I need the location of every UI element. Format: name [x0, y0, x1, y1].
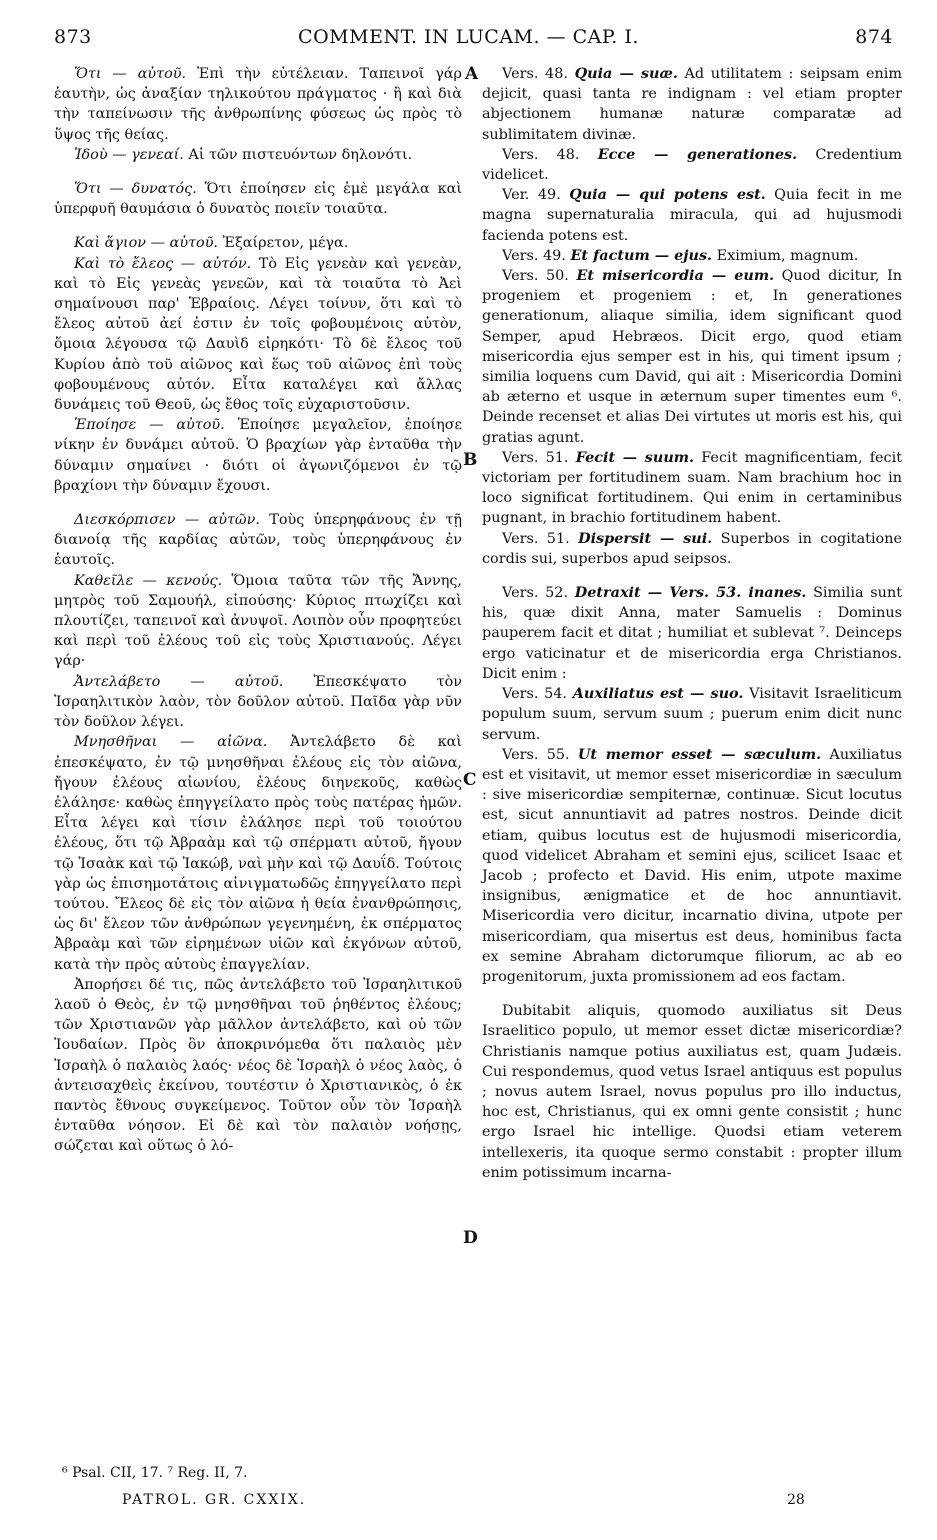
greek-paragraph — [54, 415, 462, 496]
latin-paragraph — [482, 684, 902, 745]
greek-lemma: Ἐποίησε — αὐτοῦ. — [74, 417, 225, 434]
verse-ref: Vers. 50. — [502, 268, 569, 285]
greek-lemma: Διεσκόρπισεν — αὐτῶν. — [74, 512, 260, 529]
latin-text: Eximium, magnum. — [716, 247, 859, 264]
greek-text: Ἐξαίρετον, μέγα. — [222, 235, 349, 252]
running-title: COMMENT. IN LUCAM. — CAP. I. — [298, 26, 639, 48]
latin-lemma: Ecce — generationes. — [597, 145, 798, 163]
latin-paragraph — [482, 1001, 902, 1183]
latin-text: Auxiliatus est et visitavit, ut memor esset misericordiæ in sæculum : sive misericordiæ sempiternæ, continuæ. Sicut locutus est, sicut annuntiavit ad patres nostros. Deinde dicit etiam, quibus locutus est de hujusmodi misericordia, quod videlicet Abraham et semini ejus, scilicet Isaac et Jacob ; profecto et David. His enim, utpote maxime insignibus, ænigmatice et de hoc annuntiavit. Misericordia vero dicitur, incarnatio divina, utpote per misericordiam, qua misertus est deus, hominibus facta ex semine Abraham dictorumque filiorum, ac ab eo progenitorum, juxta promissionem ad eos factam. — [482, 746, 903, 985]
column-marker-b: B — [463, 450, 478, 470]
greek-paragraph — [54, 145, 462, 165]
greek-paragraph — [54, 975, 462, 1157]
verse-ref: Ver. 49. — [502, 187, 561, 204]
latin-paragraph — [482, 266, 902, 448]
latin-paragraph — [482, 185, 902, 246]
latin-paragraph — [482, 529, 902, 569]
latin-text: Quia fecit in me magna supernaturalia miracula, qui ad hujusmodi facienda potens est. — [482, 187, 902, 244]
verse-ref: Vers. 55. — [502, 746, 570, 763]
latin-lemma: Fecit — suum. — [575, 448, 695, 466]
latin-lemma: Detraxit — Vers. 53. inanes. — [574, 584, 807, 602]
right-page-number: 874 — [855, 26, 893, 48]
footnotes: ⁶ Psal. CII, 17. ⁷ Reg. II, 7. — [62, 1465, 248, 1481]
latin-lemma: Et misericordia — eum. — [576, 267, 775, 285]
greek-paragraph — [54, 179, 462, 219]
verse-ref: Vers. 51. — [502, 530, 570, 547]
greek-text: Τοὺς ὑπερηφάνους ἐν τῇ διανοίᾳ τῆς καρδίας αὐτῶν, τοὺς ὑπερηφάνους ἐν ἑαυτοῖς. — [54, 512, 463, 569]
greek-text: Ἀπορήσει δέ τις, πῶς ἀντελάβετο τοῦ Ἰσραηλιτικοῦ λαοῦ ὁ Θεὸς, ἐν τῷ μνησθῆναι τοῦ ῥηθέντος ἐλέους; τῶν Χριστιανῶν γὰρ μᾶλλον ἀντελάβετο, καὶ οὐ τῶν Ἰουδαίων. Πρὸς ὃν ἀποκρινόμεθα ὅτι παλαιὸς μὲν Ἰσραὴλ ὁ παλαιὸς λαός· νέος δὲ Ἰσραὴλ ὁ νέος λαὸς, ὁ ἀντεισαχθεὶς ἐκείνου, τουτέστιν ὁ Χριστιανικὸς, ὁ ἐκ παντὸς ἔθνους συγκείμενος. Τοῦτον οὖν τὸν Ἰσραὴλ ἐνταῦθα νόησον. Εἰ δὲ καὶ τὸν παλαιὸν νοήσῃς, σώζεται καὶ οὕτως ὁ λό- — [54, 976, 462, 1155]
greek-paragraph — [54, 254, 462, 416]
greek-column — [54, 64, 462, 1157]
verse-ref: Vers. 51. — [502, 449, 569, 466]
greek-lemma: Ὅτι — αὐτοῦ. — [74, 66, 187, 82]
greek-text: Ἐποίησε μεγαλεῖον, ἐποίησε νίκην ἐν δυνάμει αὐτοῦ. Ὁ βραχίων γὰρ ἐνταῦθα τὴν δύναμιν σημαίνει · διότι οἱ ἀγωνιζόμενοι ἐν τῷ βραχίονι τὴν δύναμιν ἔχουσι. — [54, 417, 463, 494]
verse-ref: Vers. 48. — [502, 66, 568, 82]
latin-lemma: Quia — qui potens est. — [569, 186, 766, 204]
sheet-number: 28 — [787, 1492, 805, 1508]
greek-paragraph — [54, 672, 462, 733]
latin-paragraph — [482, 246, 902, 266]
greek-lemma: Ἀντελάβετο — αὐτοῦ. — [74, 673, 284, 690]
latin-text: Dubitabit aliquis, quomodo auxiliatus sit Deus Israelitico populo, ut memor esset dictæ misericordiæ? Christianis namque potius auxiliatus est, quam Judæis. Cui respondemus, quod vetus Israel antiquus est populus ; novus autem Israel, novus populus pro illo inductus, hoc est, Christianus, qui ex omni gente consistit ; hunc ergo Israel hic intellige. Quodsi etiam veterem intellexeris, ita quoque sermo constabit : propter illum enim potissimum incarna- — [482, 1003, 902, 1181]
column-marker-a: A — [465, 64, 479, 84]
latin-paragraph — [482, 448, 902, 529]
greek-lemma: Μνησθῆναι — αἰῶνα. — [74, 734, 268, 751]
signature-line: PATROL. GR. CXXIX. — [122, 1492, 307, 1508]
greek-lemma: Καθεῖλε — κενούς. — [74, 572, 223, 589]
greek-text: Ἐπεσκέψατο τὸν Ἰσραηλιτικὸν λαὸν, τὸν δοῦλον αὐτοῦ. Παῖδα γὰρ νῦν τὸν δοῦλον λέγει. — [54, 673, 462, 731]
greek-paragraph — [54, 510, 462, 571]
latin-column — [482, 64, 902, 1183]
greek-text: Ὅτι ἐποίησεν εἰς ἐμὲ μεγάλα καὶ ὑπερφυῆ θαυμάσια ὁ δυνατὸς ποιεῖν τοιαῦτα. — [54, 181, 462, 218]
greek-text: Αἱ τῶν πιστευόντων δηλονότι. — [188, 146, 413, 163]
greek-text: Ἀντελάβετο δὲ καὶ ἐπεσκέψατο, ἐν τῷ μνησθῆναι ἐλέους εἰς τὸν αἰῶνα, ἤγουν ἐλέους αἰωνίου, ἐλέους διηνεκοῦς, καθὼς ἐλάλησε· καθὼς ἐπηγγείλατο πρὸς τοὺς πατέρας ἡμῶν. Εἶτα λέγει καὶ τίσιν ἐλάλησε περὶ τοῦ τοιούτου ἐλέους, ὅτι τῷ Ἀβραὰμ καὶ τῷ σπέρματι αὐτοῦ, ἤγουν τῷ Ἰσαὰκ καὶ τῷ Ἰακώβ, ναὶ μὴν καὶ τῷ Δαυΐδ. Τούτοις γὰρ ὡς ἐπισημοτάτοις αἰνιγματωδῶς ἐπηγγείλατο περὶ τούτου. Ἔλεος δὲ εἰς τὸν αἰῶνα ἡ θεία ἐνανθρώπησις, ὡς δι' ἔλεον τῶν ἀνθρώπων γεγενημένη, ἐκ σπέρματος Ἀβραὰμ καὶ τῶν εἰρημένων υἱῶν καὶ ἐκγόνων αὐτοῦ, κατὰ τὴν πρὸς αὐτοὺς ἐπαγγελίαν. — [54, 734, 463, 973]
latin-lemma: Quia — suæ. — [574, 65, 678, 82]
greek-lemma: Ὅτι — δυνατός. — [74, 181, 197, 198]
verse-ref: Vers. 52. — [502, 585, 569, 602]
latin-paragraph — [482, 583, 902, 684]
latin-text: Credentium videlicet. — [482, 146, 903, 184]
latin-text: Fecit magnificentiam, fecit victoriam per fortitudinem suam. Nam brachium hoc in loco significat fortitudinem. Qui enim in certaminibus pugnant, in brachio fortitudinem habent. — [482, 449, 902, 527]
verse-ref: Vers. 54. — [502, 686, 567, 703]
latin-paragraph — [482, 745, 902, 987]
greek-paragraph — [54, 732, 462, 974]
latin-text: Similia sunt his, quæ dixit Anna, mater Samuelis : Dominus pauperem facit et ditat ; humiliat et sublevat ⁷. Deinceps ergo vaticinatur et de misericordia erga Christianos. Dicit enim : — [482, 585, 902, 682]
greek-text: Ἐπὶ τὴν εὐτέλειαν. Ταπεινοῖ γάρ ἑαυτὴν, ὡς ἀναξίαν τηλικούτου πράγματος · ἢ καὶ διὰ τὴν ταπείνωσιν τῆς ἀνθρωπίνης φύσεως ὡς πρὸς τὸ ὕψος τῆς θείας. — [54, 66, 463, 143]
column-marker-c: C — [463, 770, 477, 790]
verse-ref: Vers. 49. — [502, 247, 566, 264]
greek-paragraph — [54, 64, 462, 145]
latin-paragraph — [482, 64, 902, 145]
latin-lemma: Et factum — ejus. — [570, 246, 713, 264]
greek-paragraph — [54, 571, 462, 672]
greek-lemma: Ἰδοὺ — γενεαί. — [74, 146, 184, 163]
greek-lemma: Καὶ ἅγιον — αὐτοῦ. — [74, 235, 219, 252]
latin-paragraph — [482, 145, 902, 185]
latin-text: Quod dicitur, In progeniem et progeniem : et, In generationes generationum, aliaque similia, idem significant quod Semper, apud Hebræos. Dicit ergo, quod etiam misericordia ejus semper est in his, qui timent ipsum ; similia loquens cum David, qui ait : Misericordia Domini ab æterno et usque in æternum super timentes eum ⁶. Deinde recenset et alias Dei virtutes ut moris est his, qui gratias agunt. — [482, 268, 903, 446]
latin-text: Superbos in cogitatione cordis sui, superbos apud seipsos. — [482, 530, 902, 567]
latin-text: Ad utilitatem : seipsam enim dejicit, quasi tanta re indignam : vel etiam propter abjectionem humanæ naturæ comparatæ ad sublimitatem divinæ. — [482, 66, 903, 143]
latin-lemma: Auxiliatus est — suo. — [572, 685, 744, 703]
greek-paragraph — [54, 233, 462, 253]
greek-lemma: Καὶ τὸ ἔλεος — αὐτόν. — [74, 255, 252, 272]
greek-text: Ὅμοια ταῦτα τῶν τῆς Ἄννης, μητρὸς τοῦ Σαμουήλ, εἰπούσης· Κύριος πτωχίζει καὶ πλουτίζει, ταπεινοῖ καὶ ἀνυψοῖ. Λοιπὸν οὖν προφητεύει καὶ περὶ τοῦ ἐλέους τοῦ εἰς τοὺς Χριστιανούς. Λέγει γάρ· — [54, 572, 462, 670]
verse-ref: Vers. 48. — [502, 146, 580, 163]
column-marker-d: D — [463, 1228, 478, 1248]
latin-text: Visitavit Israeliticum populum suum, servum suum ; puerum enim dicit nunc servum. — [482, 686, 902, 743]
latin-lemma: Ut memor esset — sæculum. — [577, 745, 822, 763]
greek-text: Τὸ Εἰς γενεὰν καὶ γενεὰν, καὶ τὸ Εἰς γενεὰς γενεῶν, καὶ τὰ τοιαῦτα τὸ Ἀεὶ σημαίνουσι παρ' Ἑβραίοις. Λέγει τοίνυν, ὅτι καὶ τὸ ἔλεος αὐτοῦ ἀεί ἐστιν ἐν τοῖς φοβουμένοις αὐτὸν, ὅμοια λέγουσα τῷ Δαυὶδ εἰρηκότι· Τὸ δὲ ἔλεος τοῦ Κυρίου ἀπὸ τοῦ αἰῶνος καὶ ἕως τοῦ αἰῶνος ἐπὶ τοὺς φοβουμένους αὐτόν. Εἶτα καταλέγει καὶ ἄλλας δυνάμεις τοῦ Θεοῦ, ὡς ἔθος τοῖς εὐχαριστοῦσιν. — [54, 255, 462, 414]
latin-lemma: Dispersit — sui. — [578, 529, 713, 547]
left-page-number: 873 — [54, 26, 92, 48]
